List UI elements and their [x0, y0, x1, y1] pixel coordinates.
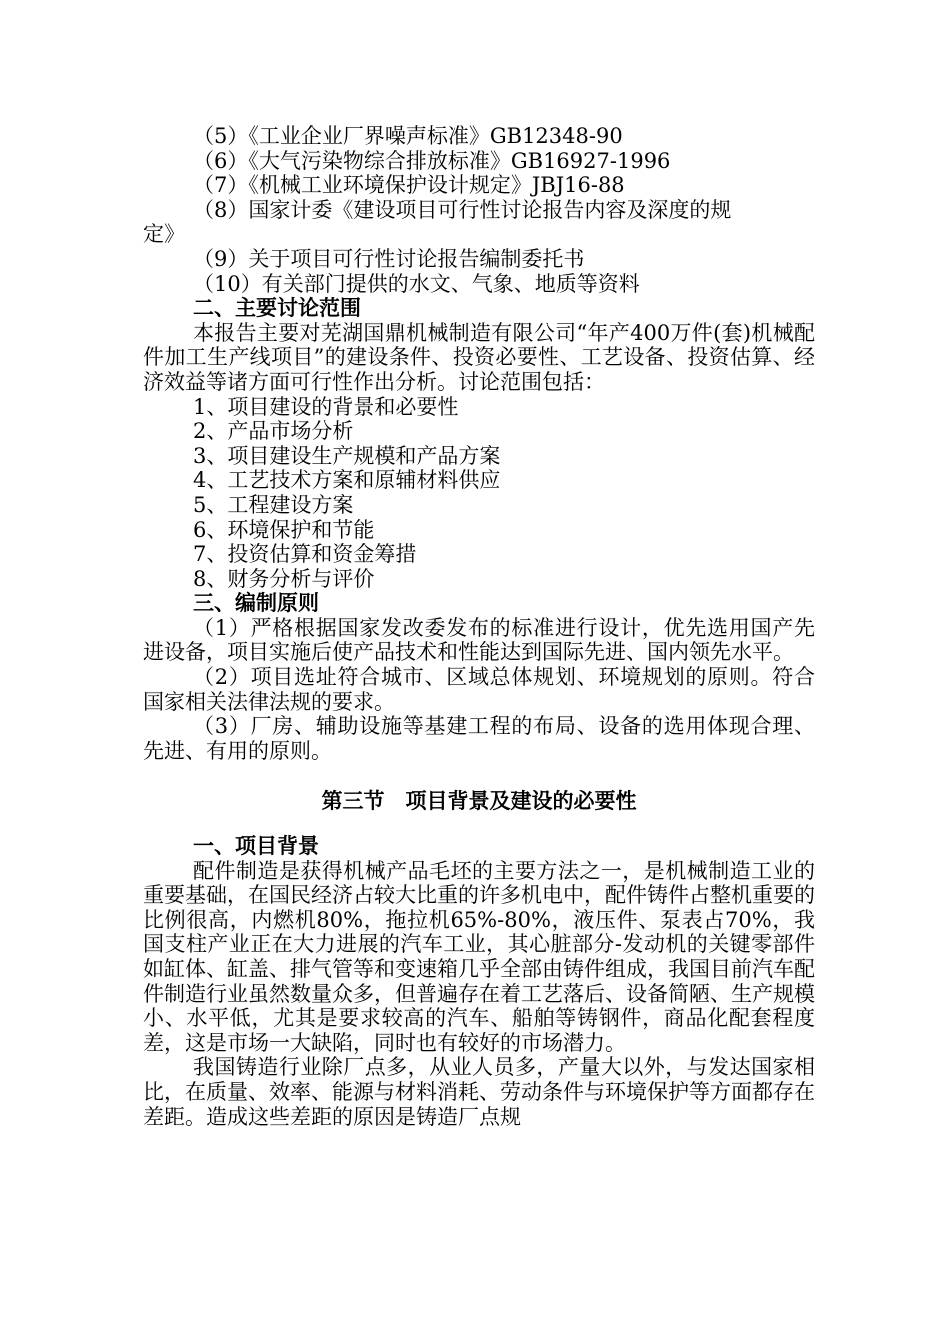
- section-title: 第三节 项目背景及建设的必要性: [321, 788, 637, 814]
- reference-item: （10）有关部门提供的水文、气象、地质等资料: [193, 271, 640, 296]
- scope-intro-paragraph: 本报告主要对芜湖国鼎机械制造有限公司“年产400万件(套)机械配件加工生产线项目”的建设条件、投资必要性、工艺设备、投资估算、经济效益等诸方面可行性作出分析。讨论范围包括：: [143, 320, 815, 394]
- page-content: [143, 124, 815, 1129]
- principle-paragraph: （2）项目选址符合城市、区域总体规划、环境规划的原则。符合国家相关法律法规的要求。: [143, 665, 815, 714]
- scope-list-item: 5、工程建设方案: [193, 492, 354, 517]
- reference-item: （5）《工业企业厂界噪声标准》GB12348-90: [193, 124, 623, 148]
- reference-item: （8）国家计委《建设项目可行性讨论报告内容及深度的规: [193, 197, 732, 222]
- scope-list-item: 3、项目建设生产规模和产品方案: [193, 443, 501, 468]
- background-paragraph: 我国铸造行业除厂点多，从业人员多，产量大以外，与发达国家相比，在质量、效率、能源与材料消耗、劳动条件与环境保护等方面都存在差距。造成这些差距的原因是铸造厂点规: [143, 1055, 815, 1129]
- scope-list-item: 8、财务分析与评价: [193, 566, 375, 591]
- reference-item: （6）《大气污染物综合排放标准》GB16927-1996: [193, 148, 671, 173]
- scope-list-item: 1、项目建设的背景和必要性: [193, 394, 459, 419]
- reference-item: （9）关于项目可行性讨论报告编制委托书: [193, 246, 585, 271]
- scope-list-item: 6、环境保护和节能: [193, 517, 375, 542]
- scope-list-item: 2、产品市场分析: [193, 419, 354, 444]
- principles-heading: 三、编制原则: [193, 590, 319, 616]
- reference-item: （7）《机械工业环境保护设计规定》JBJ16-88: [193, 173, 625, 198]
- scope-list-item: 7、投资估算和资金筹措: [193, 542, 417, 567]
- principle-paragraph: （3）厂房、辅助设施等基建工程的布局、设备的选用体现合理、先进、有用的原则。: [143, 714, 815, 763]
- reference-item-continuation: 定》: [143, 222, 185, 247]
- principle-paragraph: （1）严格根据国家发改委发布的标准进行设计，优先选用国产先进设备，项目实施后使产品技术和性能达到国际先进、国内领先水平。: [143, 615, 815, 665]
- scope-heading: 二、主要讨论范围: [193, 295, 361, 321]
- scope-list-item: 4、工艺技术方案和原辅材料供应: [193, 468, 501, 493]
- background-paragraph: 配件制造是获得机械产品毛坯的主要方法之一，是机械制造工业的重要基础，在国民经济占较大比重的许多机电中，配件铸件占整机重要的比例很高，内燃机80%，拖拉机65%-80%，液压件、泵表占70%，我国支柱产业正在大力进展的汽车工业，其心脏部分-发动机的关键零部件如缸体、缸盖、排气管等和变速箱几乎全部由铸件组成，我国目前汽车配件制造行业虽然数量众多，但普遍存在着工艺落后、设备简陋、生产规模小、水平低，尤其是要求较高的汽车、船舶等铸钢件，商品化配套程度差，这是市场一大缺陷，同时也有较好的市场潜力。: [143, 858, 815, 1055]
- background-heading: 一、项目背景: [193, 833, 319, 859]
